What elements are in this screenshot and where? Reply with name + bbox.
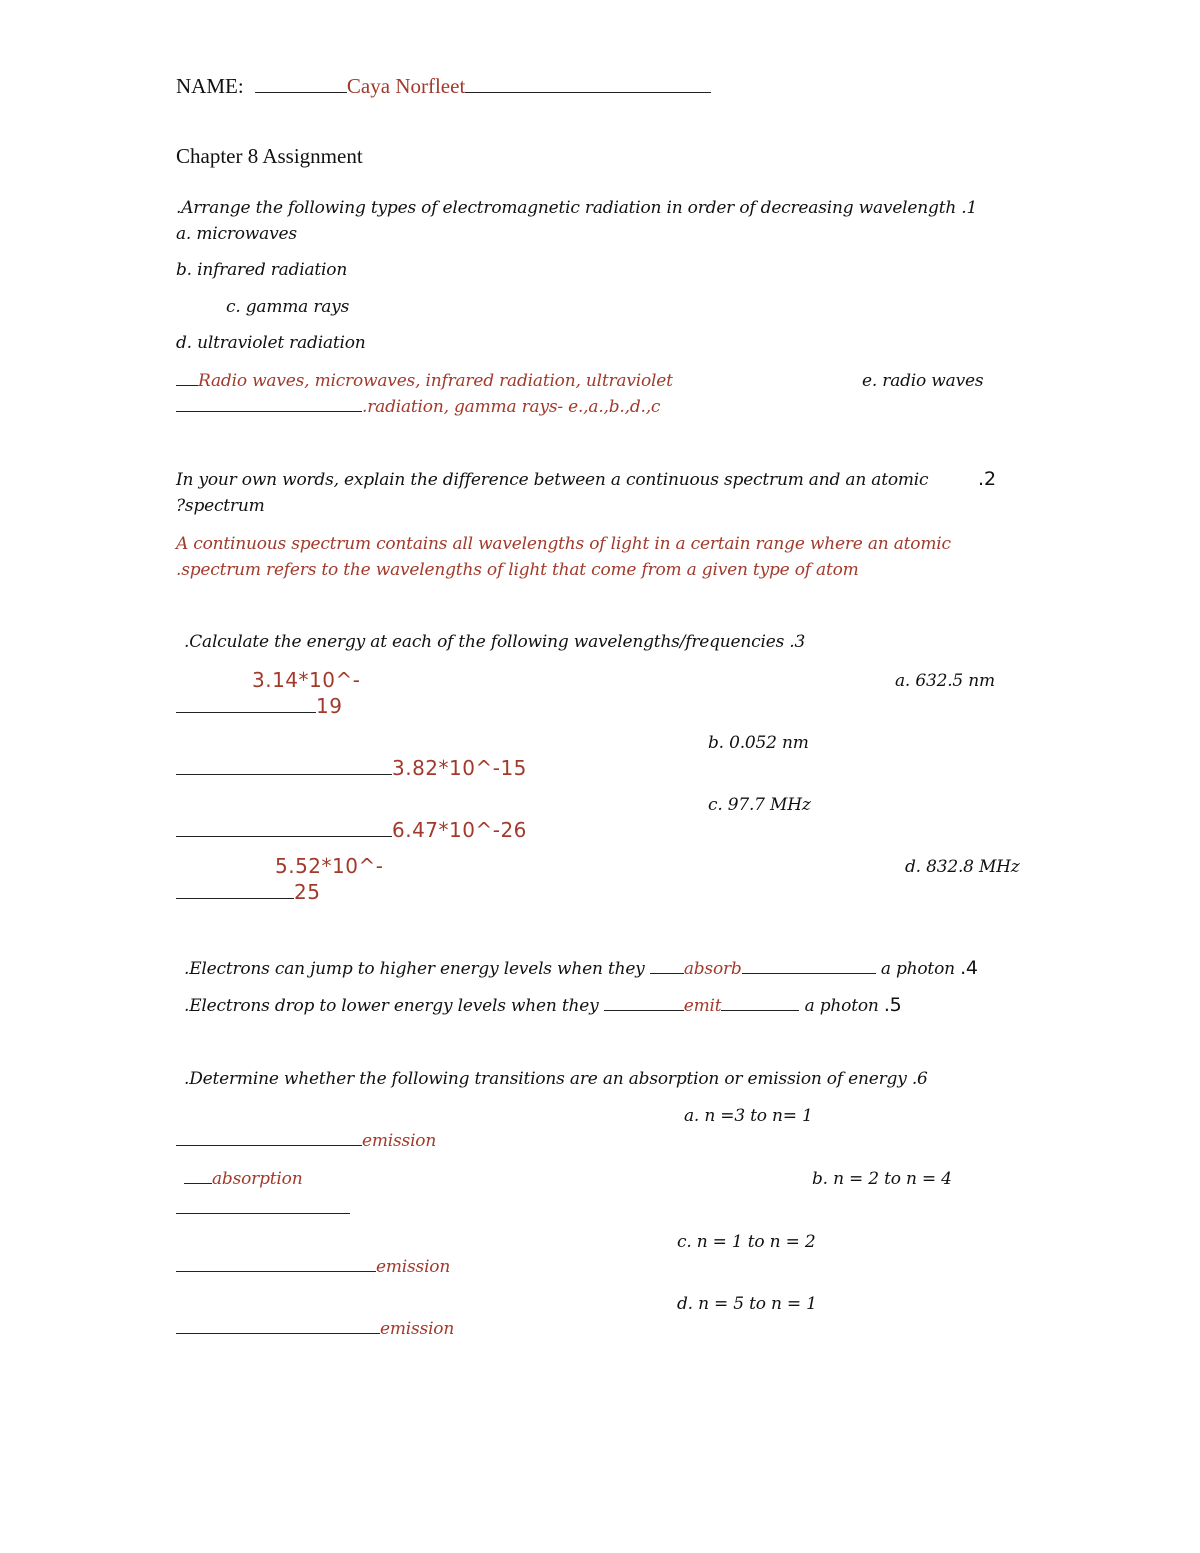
q1-answer-text1: Radio waves, microwaves, infrared radiation, ultraviolet xyxy=(198,371,673,391)
q4-row xyxy=(184,957,978,979)
q6a-label: a. n =3 to n= 1 xyxy=(684,1106,813,1126)
q3a-answer-part1: 3.14*10^- xyxy=(252,668,361,692)
q2-prompt-line1: In your own words, explain the difference between a continuous spectrum and an atomic xyxy=(176,470,929,490)
q3b-answer: 3.82*10^-15 xyxy=(392,756,527,780)
q5-prompt-end: a photon xyxy=(804,996,879,1016)
q3c-label: c. 97.7 MHz xyxy=(708,795,811,815)
answer-blank-line xyxy=(176,1270,376,1272)
q1-option-b: b. infrared radiation xyxy=(176,260,348,280)
q6a-answer-row xyxy=(176,1131,436,1151)
answer-blank-line xyxy=(176,1332,380,1334)
q6b-answer-row xyxy=(184,1169,302,1189)
q1-option-a: a. microwaves xyxy=(176,224,297,244)
q1-answer-line1 xyxy=(176,371,673,391)
q4-number: .4 xyxy=(960,957,978,979)
q2-number: .2 xyxy=(978,468,997,490)
q3a-label: a. 632.5 nm xyxy=(895,671,995,691)
q6c-answer: emission xyxy=(376,1257,451,1277)
q4-prompt-start: .Electrons can jump to higher energy levels when they xyxy=(184,959,645,979)
q1-answer-line2 xyxy=(176,397,660,417)
student-name: Caya Norfleet xyxy=(346,74,466,98)
q6-prompt: .Determine whether the following transitions are an absorption or emission of energy .6 xyxy=(184,1069,928,1089)
name-row xyxy=(176,74,711,99)
answer-blank-line xyxy=(176,835,392,837)
q6b-label: b. n = 2 to n = 4 xyxy=(812,1169,952,1189)
q6d-answer: emission xyxy=(380,1319,455,1339)
answer-blank-line xyxy=(176,897,294,899)
answer-blank-line xyxy=(176,773,392,775)
q6a-answer: emission xyxy=(362,1131,437,1151)
q6b-blank-line xyxy=(176,1213,350,1214)
q4-answer: absorb xyxy=(683,959,742,979)
q3d-answer-part2: 25 xyxy=(294,880,321,904)
q5-prompt-start: .Electrons drop to lower energy levels when they xyxy=(184,996,599,1016)
q2-prompt-line2: ?spectrum xyxy=(176,496,265,516)
q5-answer: emit xyxy=(683,996,722,1016)
name-trailing-line xyxy=(465,91,711,93)
q6c-answer-row xyxy=(176,1257,450,1277)
q3d-label: d. 832.8 MHz xyxy=(905,857,1020,877)
q1-prompt: .Arrange the following types of electromagnetic radiation in order of decreasing wavelength .1 xyxy=(176,198,978,218)
answer-blank-line xyxy=(604,1009,684,1011)
answer-blank-line xyxy=(184,1182,212,1184)
q3c-answer: 6.47*10^-26 xyxy=(392,818,527,842)
chapter-title: Chapter 8 Assignment xyxy=(176,144,363,168)
answer-blank-line xyxy=(176,410,362,412)
answer-blank-line xyxy=(176,711,316,713)
q2-answer-line2: .spectrum refers to the wavelengths of light that come from a given type of atom xyxy=(176,560,859,580)
q1-answer-text2: .radiation, gamma rays- e.,a.,b.,d.,c xyxy=(362,397,661,417)
answer-blank-line xyxy=(176,384,198,386)
q5-number: .5 xyxy=(883,994,902,1016)
q3-prompt: .Calculate the energy at each of the following wavelengths/frequencies .3 xyxy=(184,632,806,652)
answer-blank-line xyxy=(176,1144,362,1146)
name-blank-line xyxy=(255,91,347,93)
q1-option-c: c. gamma rays xyxy=(226,297,350,317)
q4-prompt-end: a photon xyxy=(880,959,955,979)
q3b-answer-row xyxy=(176,756,527,780)
answer-blank-line xyxy=(721,1009,799,1011)
q6b-answer: absorption xyxy=(212,1169,303,1189)
q6d-label: d. n = 5 to n = 1 xyxy=(677,1294,817,1314)
q6c-label: c. n = 1 to n = 2 xyxy=(677,1232,816,1252)
q3d-answer-part1: 5.52*10^- xyxy=(275,854,384,878)
q3d-answer-row2 xyxy=(176,880,320,904)
q1-option-e: e. radio waves xyxy=(862,371,984,391)
answer-blank-line xyxy=(650,972,684,974)
q2-answer-line1: A continuous spectrum contains all wavelengths of light in a certain range where an atomic xyxy=(176,534,951,554)
answer-blank-line xyxy=(742,972,876,974)
name-label: NAME: xyxy=(176,74,244,98)
q3a-answer-row2 xyxy=(176,694,342,718)
q3a-answer-part2: 19 xyxy=(316,694,343,718)
q6d-answer-row xyxy=(176,1319,454,1339)
q1-option-d: d. ultraviolet radiation xyxy=(176,333,366,353)
q5-row xyxy=(184,994,902,1016)
q3c-answer-row xyxy=(176,818,527,842)
q3b-label: b. 0.052 nm xyxy=(708,733,809,753)
